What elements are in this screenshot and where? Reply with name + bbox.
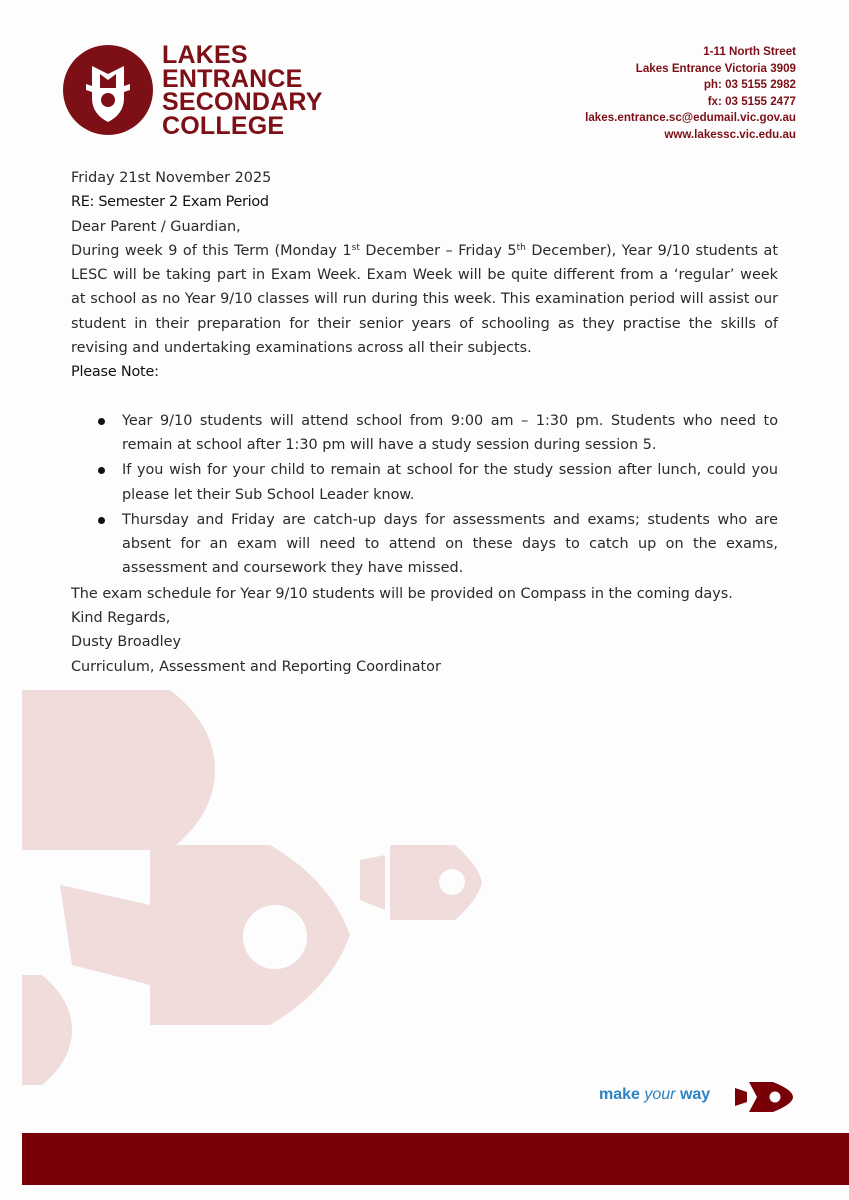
signer-name: Dusty Broadley (71, 634, 182, 651)
list-item (122, 508, 778, 581)
tagline-text: make (599, 1086, 645, 1103)
letter-subject: RE: Semester 2 Exam Period (71, 194, 269, 211)
list-item-text: Thursday and Friday are catch-up days for assessments and exams; students who are absent for an exam will need to attend on these days to catch up on the exams, assessment and coursework they have missed. (122, 511, 778, 577)
college-name-line: COLLEGE (162, 111, 285, 140)
list-item-text: If you wish for your child to remain at school for the study session after lunch, could you please let their Sub School Leader know. (122, 462, 778, 503)
intro-text: December – Friday 5 (359, 242, 517, 259)
contact-fax: fx: 03 5155 2477 (707, 94, 796, 108)
college-name-line: ENTRANCE (162, 64, 303, 93)
intro-text: During week 9 of this Term (Monday 1 (71, 242, 352, 259)
bullet-icon (98, 467, 105, 474)
college-name-line: SECONDARY (162, 88, 323, 116)
intro-paragraph (71, 239, 778, 360)
contact-address: 1-11 North Street (703, 45, 796, 58)
bullet-icon (98, 418, 105, 425)
footer-bar (22, 1133, 849, 1185)
ordinal-suffix: th (516, 242, 526, 253)
salutation: Dear Parent / Guardian, (71, 218, 241, 235)
college-logo-emblem-icon (62, 44, 154, 136)
tagline-text: way (675, 1086, 711, 1103)
college-name (162, 41, 323, 140)
closing: Kind Regards, (71, 610, 171, 627)
list-item-text: Year 9/10 students will attend school from 9:00 am – 1:30 pm. Students who need to remain at school after 1:30 pm will have a study session during session 5. (122, 412, 778, 453)
bullet-icon (98, 517, 105, 524)
college-name-line: LAKES (162, 41, 248, 69)
contact-email[interactable]: lakes.entrance.sc@edumail.vic.gov.au (585, 111, 796, 125)
list-item (122, 458, 778, 507)
letter-body (71, 166, 778, 679)
tagline-text-emphasis: your (644, 1086, 676, 1103)
signer-title: Curriculum, Assessment and Reporting Coordinator (71, 658, 441, 675)
tagline (599, 1086, 710, 1104)
contact-block (585, 44, 796, 144)
schedule-paragraph: The exam schedule for Year 9/10 students will be provided on Compass in the coming days. (71, 585, 733, 602)
contact-suburb: Lakes Entrance Victoria 3909 (635, 61, 796, 75)
letter-date: Friday 21st November 2025 (71, 170, 272, 186)
intro-text: December), Year 9/10 students at LESC will be taking part in Exam Week. Exam Week will be quite different from a ‘regular’ week at school as no Year 9/10 classes will run during this week. This examination period will assist our student in their preparation for their senior years of schooling as they practise the skills of revising and undertaking examinations across all their subjects. (71, 242, 779, 357)
arrow-logo-icon (735, 1078, 795, 1116)
note-list (71, 409, 778, 581)
note-heading: Please Note: (71, 364, 159, 381)
contact-website[interactable]: www.lakessc.vic.edu.au (664, 127, 796, 141)
ordinal-suffix: st (351, 242, 360, 253)
list-item (122, 409, 778, 458)
contact-phone: ph: 03 5155 2982 (703, 78, 796, 92)
